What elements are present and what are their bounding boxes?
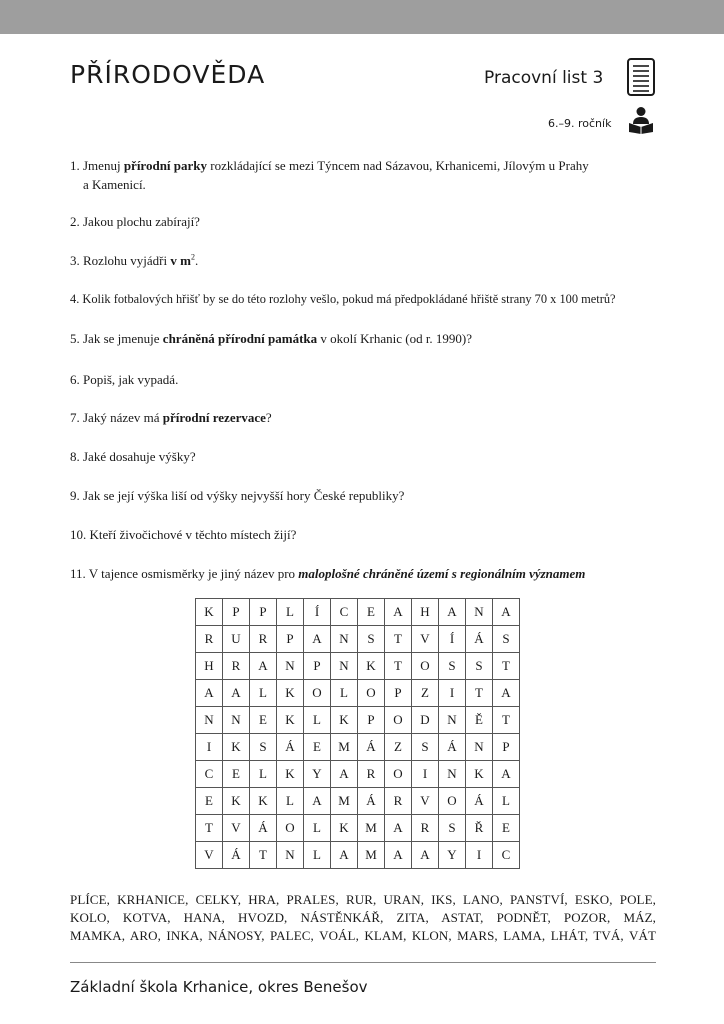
grid-row	[196, 842, 520, 869]
question-5: 5. Jak se jmenuje chráněná přírodní památka v okolí Krhanic (od r. 1990)?	[70, 331, 473, 346]
grid-row	[196, 761, 520, 788]
grid-cell: V	[412, 626, 439, 653]
grid-cell: A	[331, 842, 358, 869]
grid-cell: N	[277, 842, 304, 869]
worksheet-label: Pracovní list 3	[484, 68, 604, 88]
grid-cell: T	[385, 653, 412, 680]
grid-cell: Á	[439, 734, 466, 761]
grid-cell: E	[358, 599, 385, 626]
grid-cell: N	[466, 599, 493, 626]
grade-label: 6.–9. ročník	[548, 117, 612, 130]
question-1-keyword: přírodní parky	[123, 158, 208, 173]
question-9: 9. Jak se její výška liší od výšky nejvyšší hory České republiky?	[70, 488, 405, 503]
grid-cell: Í	[439, 626, 466, 653]
question-11-keyword: maloplošné chráněné území s regionálním významem	[298, 566, 586, 581]
grid-cell: N	[439, 707, 466, 734]
grid-cell: K	[331, 707, 358, 734]
grid-cell: A	[250, 653, 277, 680]
worksheet-icon	[626, 57, 656, 97]
grid-cell: I	[412, 761, 439, 788]
grid-cell: O	[277, 815, 304, 842]
grid-cell: E	[223, 761, 250, 788]
grid-cell: K	[223, 734, 250, 761]
grid-cell: N	[277, 653, 304, 680]
question-3: 3. Rozlohu vyjádři v $m^2$.	[70, 252, 199, 268]
grid-cell: M	[331, 734, 358, 761]
grid-row	[196, 707, 520, 734]
grid-cell: S	[439, 653, 466, 680]
grid-cell: S	[412, 734, 439, 761]
grid-cell: L	[250, 680, 277, 707]
question-5-keyword: chráněná přírodní památka	[162, 331, 318, 346]
grid-cell: A	[493, 680, 520, 707]
grid-cell: K	[277, 761, 304, 788]
grid-cell: S	[358, 626, 385, 653]
grid-row	[196, 599, 520, 626]
word-list	[70, 891, 656, 945]
grid-cell: I	[196, 734, 223, 761]
grid-cell: P	[385, 680, 412, 707]
footer-divider	[70, 962, 656, 963]
grid-cell: Á	[277, 734, 304, 761]
grid-cell: I	[439, 680, 466, 707]
question-7-keyword: přírodní rezervace	[162, 410, 266, 425]
grid-cell: A	[493, 761, 520, 788]
grid-cell: M	[331, 788, 358, 815]
grid-cell: R	[250, 626, 277, 653]
grid-cell: Á	[223, 842, 250, 869]
question-10: 10. Kteří živočichové v těchto místech žijí?	[70, 527, 297, 542]
grid-cell: A	[331, 761, 358, 788]
grid-cell: K	[358, 653, 385, 680]
grid-cell: P	[493, 734, 520, 761]
grid-cell: T	[196, 815, 223, 842]
grid-cell: A	[385, 815, 412, 842]
grid-cell: H	[196, 653, 223, 680]
question-2: 2. Jakou plochu zabírají?	[70, 214, 200, 229]
grid-cell: L	[493, 788, 520, 815]
word-list-line: MAMKA, ARO, INKA, NÁNOSY, PALEC, VOÁL, KLAM, KLON, MARS, LAMA, LHÁT, TVÁ, VÁT	[70, 928, 656, 943]
grid-cell: O	[412, 653, 439, 680]
grid-cell: T	[493, 707, 520, 734]
grid-cell: R	[385, 788, 412, 815]
grid-cell: P	[358, 707, 385, 734]
grid-cell: A	[304, 626, 331, 653]
grid-cell: Ě	[466, 707, 493, 734]
grid-row	[196, 626, 520, 653]
grid-cell: Z	[385, 734, 412, 761]
question-3-keyword: v m	[170, 253, 191, 268]
grid-cell: P	[250, 599, 277, 626]
question-6: 6. Popiš, jak vypadá.	[70, 372, 179, 387]
grid-cell: Y	[439, 842, 466, 869]
grid-cell: I	[466, 842, 493, 869]
grid-cell: N	[466, 734, 493, 761]
grid-cell: L	[331, 680, 358, 707]
grid-cell: L	[250, 761, 277, 788]
grid-cell: A	[385, 599, 412, 626]
grid-cell: N	[196, 707, 223, 734]
grid-cell: P	[277, 626, 304, 653]
grid-cell: Í	[304, 599, 331, 626]
grid-cell: K	[223, 788, 250, 815]
grid-cell: P	[223, 599, 250, 626]
grid-row	[196, 815, 520, 842]
grid-cell: C	[331, 599, 358, 626]
grid-cell: K	[466, 761, 493, 788]
grid-cell: R	[196, 626, 223, 653]
grid-cell: V	[196, 842, 223, 869]
grid-cell: K	[331, 815, 358, 842]
grid-cell: Á	[466, 626, 493, 653]
word-list-line: KOLO, KOTVA, HANA, HVOZD, NÁSTĚNKÁŘ, ZITA, ASTAT, PODNĚT, POZOR, MÁZ,	[70, 910, 656, 925]
question-1: 1. Jmenuj přírodní parky rozkládající se mezi Týncem nad Sázavou, Krhanicemi, Jílovým u Prahy a Kamenicí.	[70, 158, 589, 192]
grid-cell: A	[439, 599, 466, 626]
grid-cell: R	[358, 761, 385, 788]
grid-row	[196, 734, 520, 761]
grid-cell: D	[412, 707, 439, 734]
question-8: 8. Jaké dosahuje výšky?	[70, 449, 196, 464]
grid-cell: N	[331, 653, 358, 680]
grid-cell: M	[358, 842, 385, 869]
grid-cell: A	[493, 599, 520, 626]
grid-cell: E	[304, 734, 331, 761]
grid-cell: Z	[412, 680, 439, 707]
question-7: 7. Jaký název má přírodní rezervace?	[70, 410, 272, 425]
grid-cell: V	[223, 815, 250, 842]
grid-cell: A	[196, 680, 223, 707]
grid-cell: L	[304, 707, 331, 734]
grid-row	[196, 653, 520, 680]
grid-cell: C	[196, 761, 223, 788]
grid-cell: N	[223, 707, 250, 734]
grid-cell: O	[358, 680, 385, 707]
grid-cell: M	[358, 815, 385, 842]
grid-cell: S	[466, 653, 493, 680]
grid-cell: L	[277, 599, 304, 626]
grid-cell: S	[250, 734, 277, 761]
word-search-grid	[195, 598, 520, 869]
grid-cell: A	[412, 842, 439, 869]
student-reading-icon	[627, 106, 655, 134]
grid-cell: N	[331, 626, 358, 653]
grid-row	[196, 788, 520, 815]
grid-cell: E	[250, 707, 277, 734]
grid-cell: L	[304, 842, 331, 869]
grid-cell: Á	[358, 788, 385, 815]
grid-cell: Á	[358, 734, 385, 761]
grid-cell: S	[439, 815, 466, 842]
grid-cell: E	[196, 788, 223, 815]
word-list-line: PLÍCE, KRHANICE, CELKY, HRA, PRALES, RUR, URAN, IKS, LANO, PANSTVÍ, ESKO, POLE,	[70, 892, 656, 907]
grid-row	[196, 680, 520, 707]
grid-cell: Á	[466, 788, 493, 815]
grid-cell: O	[304, 680, 331, 707]
grid-cell: L	[304, 815, 331, 842]
footer-school-name: Základní škola Krhanice, okres Benešov	[70, 978, 368, 996]
grid-cell: K	[277, 707, 304, 734]
grid-cell: Á	[250, 815, 277, 842]
grid-cell: O	[385, 707, 412, 734]
grid-cell: O	[385, 761, 412, 788]
grid-cell: A	[304, 788, 331, 815]
grid-cell: A	[385, 842, 412, 869]
grid-cell: V	[412, 788, 439, 815]
grid-cell: H	[412, 599, 439, 626]
question-4: 4. Kolik fotbalových hřišť by se do této rozlohy vešlo, pokud má předpokládané hřiště strany 70 x 100 metrů?	[70, 292, 616, 306]
grid-cell: R	[412, 815, 439, 842]
grid-cell: K	[196, 599, 223, 626]
grid-cell: T	[385, 626, 412, 653]
grid-cell: P	[304, 653, 331, 680]
grid-cell: L	[277, 788, 304, 815]
grid-cell: T	[250, 842, 277, 869]
grid-cell: T	[466, 680, 493, 707]
grid-cell: E	[493, 815, 520, 842]
grid-cell: S	[493, 626, 520, 653]
grid-cell: N	[439, 761, 466, 788]
grid-cell: K	[250, 788, 277, 815]
grid-cell: U	[223, 626, 250, 653]
grid-cell: Ř	[466, 815, 493, 842]
page-title: PŘÍRODOVĚDA	[70, 60, 266, 89]
question-11: 11. V tajence osmisměrky je jiný název pro maloplošné chráněné území s regionálním významem	[70, 566, 586, 581]
grid-cell: A	[223, 680, 250, 707]
grid-cell: K	[277, 680, 304, 707]
grid-cell: T	[493, 653, 520, 680]
grid-cell: C	[493, 842, 520, 869]
grid-cell: R	[223, 653, 250, 680]
top-bar	[0, 0, 724, 34]
grid-cell: O	[439, 788, 466, 815]
grid-cell: Y	[304, 761, 331, 788]
